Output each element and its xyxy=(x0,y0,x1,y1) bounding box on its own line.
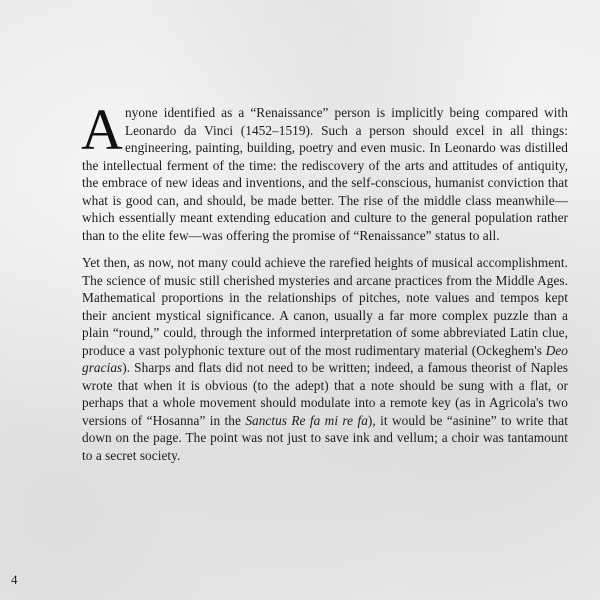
paragraph-2-segment: ), it would be “asinine” to write that down on the page. The point was not just to save ink and vellum; a choir was tantamount to a secret society. xyxy=(82,412,568,463)
paragraph-2 xyxy=(82,254,568,464)
paragraph-1 xyxy=(81,97,568,244)
drop-cap: A xyxy=(81,97,123,162)
essay-text xyxy=(81,97,568,474)
page-number: 4 xyxy=(11,572,18,587)
paragraph-2-segment: ). Sharps and flats did not need to be written; indeed, a famous theorist of Naples wrote that when it is obvious (to the adept) that a note should be sung with a flat, or perhaps that a whole movement should modulate into a remote key (as in Agricola's two versions of “Hosanna” in the xyxy=(82,360,568,428)
paragraph-1-text: nyone identified as a “Renaissance” person is implicitly being compared with Leonardo da Vinci (1452–1519). Such a person should excel in all things: engineering, painting, building, poetry and even music. In Leonardo was distilled the intellectual ferment of the time: the rediscovery of the arts and attitudes of antiquity, the embrace of new ideas and inventions, and the self-conscious, humanist conviction that what is good can, and should, be made better. The rise of the middle class meanwhile—which essentially meant extending education and culture to the general population rather than to the elite few—was offering the promise of “Renaissance” status to all. xyxy=(82,105,568,243)
paragraph-2-segment: Yet then, as now, not many could achieve the rarefied heights of musical accomplishment. The science of music still cherished mysteries and arcane practices from the Middle Ages. Mathematical proportions in the relationships of pitches, note values and tempos kept their ancient mystical significance. A canon, usually a far more complex puzzle than a plain “round,” could, through the informed interpretation of some abbreviated Latin clue, produce a vast polyphonic texture out of the most rudimentary material (Ockeghem's xyxy=(82,255,568,358)
work-title-sanctus: Sanctus Re fa mi re fa xyxy=(245,412,368,428)
work-title-deo-gracias: Deo gracias xyxy=(82,342,568,375)
